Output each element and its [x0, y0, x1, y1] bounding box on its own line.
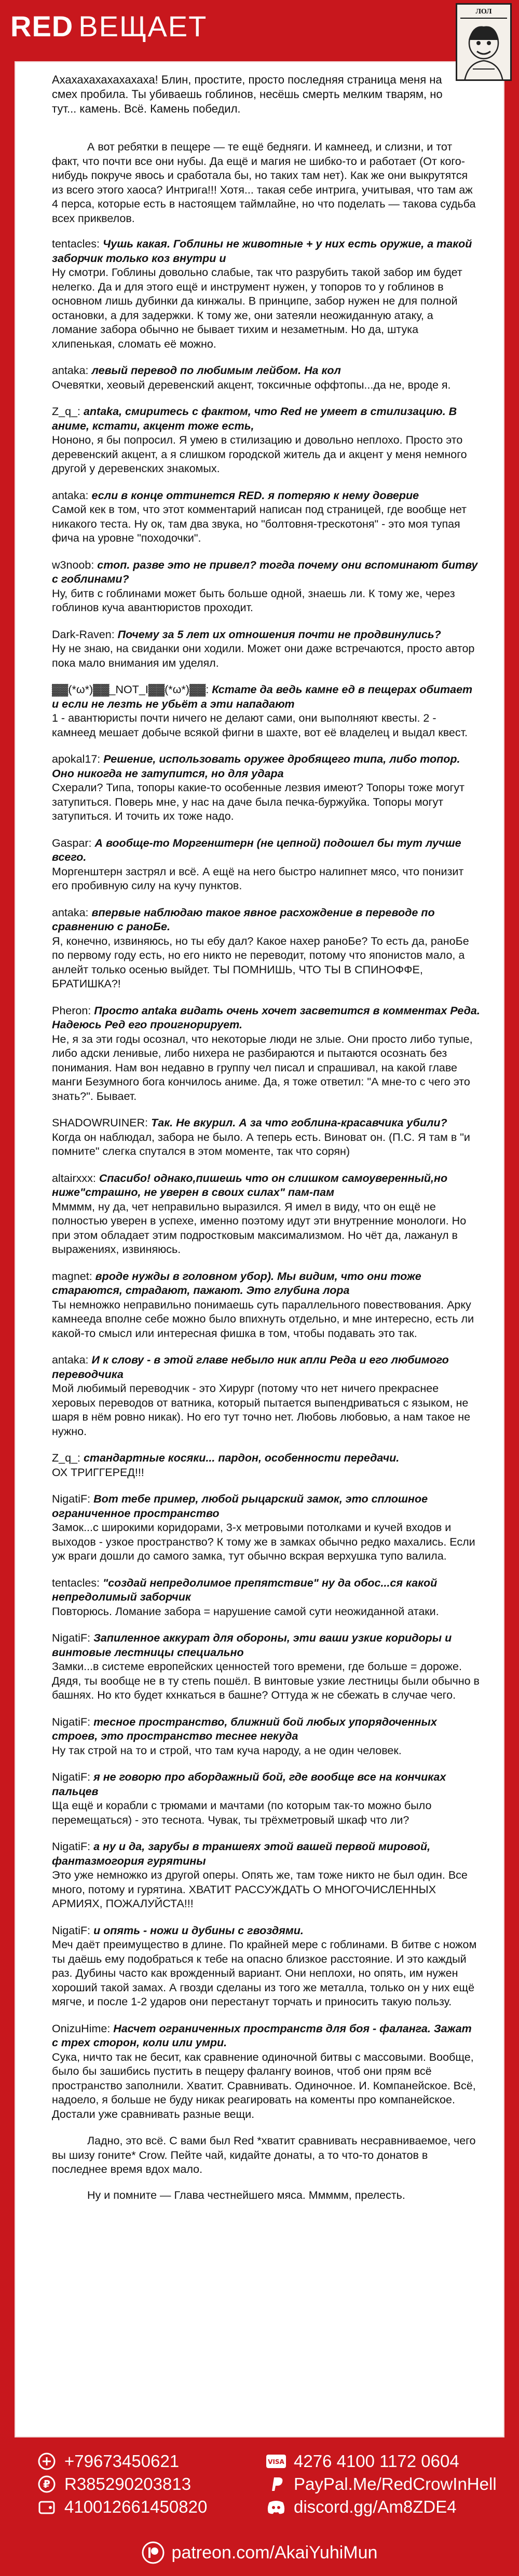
comments-list	[52, 237, 481, 2122]
comment	[52, 1840, 481, 1911]
comment-user: SHADOWRUINER:	[52, 1117, 148, 1129]
comment-quote: я не говорю про абордажный бой, где вообще все на кончиках пальцев	[52, 1771, 446, 1798]
logo	[10, 9, 207, 43]
comment-quote: Запиленное аккурат для обороны, эти ваши узкие коридоры и винтовые лестницы специально	[52, 1632, 452, 1659]
comment-user: altairxxx:	[52, 1172, 96, 1184]
comment-user: tentacles:	[52, 238, 100, 250]
comment-user: NigatiF:	[52, 1493, 91, 1505]
comment-user: Z_q_:	[52, 1452, 80, 1464]
comment	[52, 364, 481, 392]
paypal-icon	[266, 2475, 286, 2493]
comment-head	[52, 558, 481, 587]
comment-quote: Насчет ограниченных пространств для боя - фаланга. Зажат с трех сторон, коли или умри.	[52, 2022, 472, 2049]
comment-reply: Ну не знаю, на свиданки они ходили. Может они даже встречаются, просто автор пока мало внимания им уделял.	[52, 642, 475, 669]
comment-head	[52, 1715, 481, 1744]
comment-reply: Самой кек в том, что этот комментарий написан под страницей, где вообще нет никакого теста. Ну ок, там два звука, но "болтовня-трескотоня" - это моя тупая фича на уровне "походочки".	[52, 503, 467, 544]
comment-user: tentacles:	[52, 1576, 100, 1589]
comment-reply: Ну, битв с гоблинами может быть больше одной, знаешь ли. К тому же, через гоблинов куча авантюристов проходит.	[52, 587, 455, 614]
comment-quote: antaka, смиритесь с фактом, что Red не умеет в стилизацию. В аниме, кстати, акцент тоже есть,	[52, 405, 457, 432]
comment-reply: Сука, ничто так не бесит, как сравнение одиночной битвы с массовыми. Вообще, было бы зашибись пустить в пещеру фалангу воинов, чтоб они прям всё пространство заполнили. Хватит. Сравнивать. Одиночное. И. Компанейское. Всё, надоело, я больше не буду никак реагировать на коменты про компанейское. Достали уже сравнивать разные вещи.	[52, 2050, 476, 2120]
comment	[52, 1715, 481, 1758]
comment	[52, 1004, 481, 1104]
comment-user: ▓▓(*ω*)▓▓_NOT_I▓▓(*ω*)▓▓:	[52, 683, 209, 696]
ruble-icon	[36, 2475, 57, 2493]
closing-sign-off: Ну и помните — Глава честнейшего мяса. Ммммм, прелесть.	[87, 2188, 405, 2201]
comment-head	[52, 836, 481, 865]
comment-user: OnizuHime:	[52, 2022, 111, 2035]
yandex-number: 410012661450820	[64, 2497, 208, 2516]
footer-right	[266, 2450, 497, 2518]
comment-quote: Спасибо! однако,пишешь что он слишком самоуверенный,но ниже"страшно, не уверен в своих силах" пам-пам	[52, 1172, 448, 1199]
comment-quote: впервые наблюдаю такое явное расхождение в переводе по сравнению с раноБе.	[52, 906, 435, 933]
comment	[52, 1576, 481, 1619]
comment-quote: Решение, использовать оружее дробящего типа, либо топор. Оно никогда не затупится, но для удара	[52, 753, 460, 780]
comment-reply: Замки...в системе европейских ценностей того времени, где больше = дороже. Дядя, ты вообще не в ту степь пошёл. В винтовые узкие лестницы были обычно в башнях. Но кто будет кхнкаться в башне? Оттуда ж не сбежать в случае чего.	[52, 1660, 480, 1701]
comment	[52, 1270, 481, 1341]
comment-reply: Моргенштерн застрял и всё. А ещё на него быстро налипнет мясо, что понизит его пробивную силу на кучу пунктов.	[52, 865, 464, 892]
comment-reply: Очевятки, хеовый деревенский акцент, токсичные оффтопы...да не, вроде я.	[52, 378, 451, 391]
main-content	[15, 61, 504, 2437]
comment-head	[52, 489, 481, 503]
avatar-title: ЛОЛ	[460, 8, 507, 19]
comment	[52, 752, 481, 824]
comment-reply: Когда он наблюдал, забора не было. А теперь есть. Виноват он. (П.С. Я там в "и помните" слегка спутался в этом моменте, так что сорян)	[52, 1131, 470, 1158]
comment-head	[52, 364, 481, 378]
comment-reply: Замок...с широкими коридорами, 3-х метровыми потолками и кучей входов и выходов - узкое пространство? К тому же в замках обычно редко махались. Если уж враги дошли до самого замка, тут обычно вскрая верхушка тупо валила.	[52, 1521, 475, 1562]
wallet-icon	[36, 2498, 57, 2516]
comment-head	[52, 405, 481, 433]
comment-reply: Меч даёт преимущество в длине. По крайней мере с гоблинами. В битве с ножом ты даёшь ему подобраться к тебе на опасно близкое расстояние. И это каждый раз. Дубины часто как врожденный вариант. Они неплохи, но опять, им нужен хороший такой замах. А гвозди сделаны из того же металла, только он у них ещё мягче, и после 1-2 ударов они перестанут торчать и приносить такую пользу.	[52, 1938, 477, 2008]
comment	[52, 558, 481, 615]
comment-quote: Почему за 5 лет их отношения почти не продвинулись?	[117, 628, 441, 641]
comment-user: apokal17:	[52, 753, 101, 765]
comment-user: antaka:	[52, 1354, 89, 1366]
comment-user: NigatiF:	[52, 1715, 91, 1728]
svg-text:₽: ₽	[43, 2478, 50, 2490]
discord-link: discord.gg/Am8ZDE4	[294, 2497, 457, 2516]
comment	[52, 2022, 481, 2122]
comment-head	[52, 1492, 481, 1521]
comment-head	[52, 1770, 481, 1799]
comment-head	[52, 683, 481, 711]
discord-icon	[266, 2498, 286, 2516]
comment-head	[52, 906, 481, 934]
comment-user: antaka:	[52, 489, 89, 502]
comment-user: magnet:	[52, 1270, 92, 1283]
comment-quote: Просто antaka видать очень хочет засветится в комментах Реда. Надеюсь Ред его проигнорирует.	[52, 1004, 480, 1031]
avatar	[456, 3, 512, 81]
comment	[52, 836, 481, 893]
comment-user: Gaspar:	[52, 836, 92, 849]
comment-user: antaka:	[52, 364, 89, 377]
avatar-drawing-icon	[457, 19, 510, 81]
comment	[52, 1353, 481, 1439]
comment-reply: Ты немножко неправильно понимаешь суть параллельного повествования. Арку камнееда вполне себе можно было впихнуть отдельно, и мне интересно, есть ли какой-то смысл или интересная фишка в том, чтобы подавать это так.	[52, 1298, 474, 1340]
comment-head	[52, 628, 481, 642]
comment-quote: а ну и да, зарубы в траншеях этой вашей первой мировой, фантазмогория гурятины	[52, 1840, 431, 1867]
comment	[52, 1924, 481, 2009]
visa-icon	[266, 2453, 286, 2470]
comment-quote: Чушь какая. Гоблины не животные + у них есть оружие, а такой заборчик только коз внутри и	[52, 238, 472, 265]
comment-quote: Кстате да ведь камне ед в пещерах обитает и если не лезть не убьёт а эти нападают	[52, 683, 473, 710]
comment-head	[52, 1353, 481, 1382]
svg-text:VISA: VISA	[268, 2458, 284, 2465]
comment-reply: Ммммм, ну да, чет неправильно выразился. Я имел в виду, что он ещё не полностью уверен в успехе, именно поэтому идут эти внутренние монологи. Но при этом обладает этим подростковым максимализмом. Но чёт да, лажанул в выражениях, извиняюсь.	[52, 1200, 467, 1256]
phone-number: +79673450621	[64, 2451, 180, 2471]
comment-head	[52, 1004, 481, 1032]
comment	[52, 906, 481, 991]
comment-quote: вроде нужды в головном убор). Мы видим, что они тоже стараются, страдают, пажают. Это глубина лора	[52, 1270, 421, 1297]
comment-reply: Схерали? Типа, топоры какие-то особенные лезвия имеют? Топоры тоже могут затупиться. Поверь мне, у нас на даче была печка-буржуйка. Топоры могут затупиться. И точить их тоже надо.	[52, 781, 465, 822]
comment-user: NigatiF:	[52, 1632, 91, 1644]
paypal-link: PayPal.Me/RedCrowInHell	[294, 2474, 497, 2494]
comment	[52, 628, 481, 671]
comment-reply: Ща ещё и корабли с трюмами и мачтами (по которым так-то можно было перемещаться) - это теснота. Чувак, ты трёхметровый шкаф что ли?	[52, 1799, 432, 1826]
comment-head	[52, 1270, 481, 1298]
comment	[52, 489, 481, 546]
comment-reply: Я, конечно, извиняюсь, но ты ебу дал? Какое нахер раноБе? То есть да, раноБе по первому году есть, но его никто не переводит, потому что японистов мало, а анлейт только осенью выйдет. ТЫ ПОМНИШЬ, ЧТО ТЫ В СПИНОФФЕ, БРАТИШКА?!	[52, 934, 469, 990]
comment-head	[52, 1451, 481, 1466]
comment-reply: Нононо, я бы попросил. Я умею в стилизацию и довольно неплохо. Просто это деревенский акцент, а я слишком городской житель да и акцент у меня немного другой у деревенских знакомых.	[52, 434, 467, 475]
comment	[52, 1116, 481, 1159]
comment-reply: ОХ ТРИГГЕРЕД!!!	[52, 1466, 144, 1479]
comment-user: Dark-Raven:	[52, 628, 115, 641]
comment-head	[52, 237, 481, 266]
logo-rest: ВЕЩАЕТ	[78, 10, 208, 43]
patreon-link[interactable]	[0, 2541, 519, 2564]
comment-quote: левый перевод по любимым лейбом. На кол	[91, 364, 341, 377]
header	[0, 0, 519, 60]
comment-head	[52, 1840, 481, 1868]
comment	[52, 683, 481, 740]
comment-reply: 1 - авантюристы почти ничего не делают сами, они выполняют квесты. 2 - камнеед мешает добыче всякой фигни в шахте, вот её владелец и выдал квест.	[52, 712, 468, 739]
footer-item[interactable]	[266, 2473, 497, 2496]
comment	[52, 237, 481, 351]
comment-user: antaka:	[52, 906, 89, 919]
footer-item[interactable]	[36, 2473, 207, 2496]
patreon-icon	[142, 2541, 165, 2564]
intro-text: Ахахахахахахахаха! Блин, простите, просто последняя страница меня на смех пробила. Ты убиваешь гоблинов, несёшь смерть мелким тварям, но тут... камень. Всё. Камень победил.	[52, 73, 443, 115]
comment	[52, 1451, 481, 1480]
comment-head	[52, 1116, 481, 1131]
comment-quote: Вот тебе пример, любой рыцарский замок, это сплошное ограниченное пространство	[52, 1493, 428, 1520]
footer-left	[36, 2450, 207, 2518]
logo-red: RED	[10, 10, 74, 43]
paragraph: А вот ребятки в пещере — те ещё бедняги. И камнеед, и слизни, и тот факт, что почти все они нубы. Да ещё и магия не шибко-то и работает (От кого-нибудь покруче явось и сработала бы, но таких там нет). Как же они выкрутятся из всего этого хаоса? Интрига!!! Хотя... такая себе интрига, учитывая, что там аж 4 перса, которые есть в настоящем таймлайне, но что поделать — такова судьба всех приквелов.	[52, 141, 476, 225]
footer-item[interactable]	[266, 2496, 497, 2518]
comment-reply: Не, я за эти годы осознал, что некоторые люди не злые. Они просто либо тупые, либо адски ленивые, либо нихера не разбираются и пытаются осознать без понимания. Нам вон недавно в группу чел писал и спрашивал, на какой главе манги Безумного бога кончилось аниме. Да, я тоже ответил: "А мне-то с чего это знать?". Бывает.	[52, 1032, 473, 1103]
comment-quote: тесное пространство, ближний бой любых упорядоченных строев, это пространство теснее некуда	[52, 1715, 437, 1742]
comment	[52, 1631, 481, 1703]
comment	[52, 1770, 481, 1827]
card-number: 4276 4100 1172 0604	[294, 2451, 459, 2471]
footer-item[interactable]	[36, 2496, 207, 2518]
comment-quote: А вообще-то Моргенштерн (не цепной) подошел бы тут лучше всего.	[52, 836, 461, 863]
comment-user: Z_q_:	[52, 405, 80, 418]
comment-head	[52, 1924, 481, 1938]
comment-head	[52, 752, 481, 781]
comment-quote: Так. Не вкурил. А за что гоблина-красавчика убили?	[151, 1117, 447, 1129]
comment-head	[52, 1631, 481, 1660]
footer	[0, 2445, 519, 2576]
patreon-url: patreon.com/AkaiYuhiMun	[171, 2542, 378, 2563]
comment-reply: Это уже немножко из другой оперы. Опять же, там тоже никто не был один. Все много, потому и гурятина. ХВАТИТ РАССУЖДАТЬ О МНОГОЧИСЛЕННЫХ АРМИЯХ, ПОЖАЛУЙСТА!!!	[52, 1869, 468, 1910]
plus-icon	[36, 2453, 57, 2470]
comment-quote: И к слову - в этой главе небыло ник апли Реда и его любимого переводчика	[52, 1354, 449, 1381]
footer-item[interactable]	[266, 2450, 497, 2473]
wallet-number: R385290203813	[64, 2474, 192, 2494]
comment-reply: Мой любимый переводчик - это Хирург (потому что нет ничего прекраснее херовых переводов от ватника, который пытается выпендриваться с языком, не шаря в нём ровно никак). Но его тут точно нет. Любовь любовью, а нам такое не нужно.	[52, 1382, 471, 1438]
footer-item[interactable]	[36, 2450, 207, 2473]
comment-quote: если в конце оттинется RED. я потеряю к нему доверие	[91, 489, 419, 502]
comment	[52, 1172, 481, 1257]
comment-quote: стандартные косяки... пардон, особенности передачи.	[83, 1452, 400, 1464]
comment-user: NigatiF:	[52, 1840, 91, 1853]
comment	[52, 1492, 481, 1564]
closing-paragraph: Ладно, это всё. С вами был Red *хватит сравнивать несравниваемое, чего вы шизу гоните* Crow. Пейте чай, кидайте донаты, а то что-то донатов в последнее время вдох мало.	[52, 2134, 476, 2175]
comment-quote: стоп. разве это не привел? тогда почему они вспоминают битву с гоблинами?	[52, 558, 478, 585]
comment-reply: Повторюсь. Ломание забора = нарушение самой сути неожиданной атаки.	[52, 1605, 439, 1618]
comment-reply: Ну так строй на то и строй, что там куча народу, а не один человек.	[52, 1744, 402, 1757]
comment-user: w3noob:	[52, 558, 94, 571]
comment-quote: "создай непредолимое препятствие" ну да обос...ся какой непредолимый заборчик	[52, 1576, 438, 1603]
comment-head	[52, 1576, 481, 1605]
comment-user: NigatiF:	[52, 1771, 91, 1783]
comment-user: Pheron:	[52, 1004, 91, 1017]
comment	[52, 405, 481, 476]
comment-quote: и опять - ножи и дубины с гвоздями.	[93, 1924, 304, 1937]
comment-head	[52, 1172, 481, 1200]
comment-reply: Ну смотри. Гоблины довольно слабые, так что разрубить такой забор им будет нелегко. Да и для этого ещё и инструмент нужен, у топоров то у гоблинов в основном лишь дубинки да кинжалы. В принципе, забор нужен не для полной остановки, а для задержки. К тому же, они затеяли неожиданную атаку, а ломание забора обычно не бывает тихим и незаметным. Но да, штука хлипенькая, сломать её можно.	[52, 266, 462, 350]
comment-head	[52, 2022, 481, 2050]
comment-user: NigatiF:	[52, 1924, 91, 1937]
